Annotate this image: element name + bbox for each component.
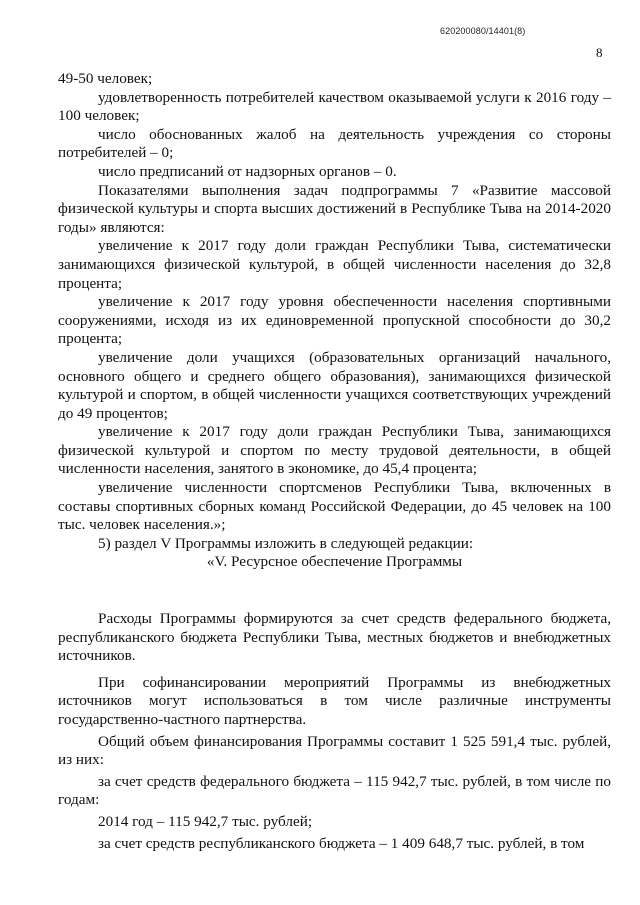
paragraph: Расходы Программы формируются за счет средств федерального бюджета, республиканского бюджета Республики Тыва, местных бюджетов и внебюджетных источников. <box>58 610 611 665</box>
paragraph: увеличение к 2017 году доли граждан Республики Тыва, систематически занимающихся физической культурой, в общей численности населения до 32,8 процента; <box>58 237 611 292</box>
paragraph: Показателями выполнения задач подпрограммы 7 «Развитие массовой физической культуры и спорта высших достижений в Республике Тыва на 2014-2020 годы» являются: <box>58 181 611 236</box>
paragraph: При софинансировании мероприятий Программы из внебюджетных источников могут использоваться в том числе различные инструменты государственно-частного партнерства. <box>58 673 611 728</box>
paragraph: увеличение численности спортсменов Республики Тыва, включенных в составы спортивных сборных команд Российской Федерации, до 45 человек на 100 тыс. человек населения.»; <box>58 479 611 534</box>
paragraph: число предписаний от надзорных органов – 0. <box>98 162 397 180</box>
document-code: 620200080/14401(8) <box>440 26 526 36</box>
paragraph: 49-50 человек; <box>58 70 153 87</box>
paragraph: увеличение доли учащихся (образовательных организаций начального, основного общего и среднего общего образования), занимающихся физической культурой и спортом, в общей численности учащихся соответствующих учреждений до 49 процентов; <box>58 348 611 422</box>
section-heading: «V. Ресурсное обеспечение Программы <box>206 553 463 571</box>
paragraph: за счет средств республиканского бюджета – 1 409 648,7 тыс. рублей, в том <box>98 834 585 852</box>
page-number: 8 <box>596 45 603 60</box>
paragraph: увеличение к 2017 году уровня обеспеченности населения спортивными сооружениями, исходя из их единовременной пропускной способности до 30,2 процента; <box>58 293 611 348</box>
paragraph: число обоснованных жалоб на деятельность учреждения со стороны потребителей – 0; <box>58 125 611 162</box>
paragraph: удовлетворенность потребителей качеством оказываемой услуги к 2016 году – 100 человек; <box>58 88 611 125</box>
paragraph: за счет средств федерального бюджета – 115 942,7 тыс. рублей, в том числе по годам: <box>58 772 611 809</box>
paragraph: 2014 год – 115 942,7 тыс. рублей; <box>98 812 313 830</box>
paragraph: 5) раздел V Программы изложить в следующей редакции: <box>98 534 474 552</box>
paragraph: увеличение к 2017 году доли граждан Республики Тыва, занимающихся физической культурой и спортом по месту трудовой деятельности, в общей численности населения, занятого в экономике, до 45,4 процента; <box>58 423 611 478</box>
paragraph: Общий объем финансирования Программы составит 1 525 591,4 тыс. рублей, из них: <box>58 732 611 769</box>
document-body <box>58 70 611 853</box>
